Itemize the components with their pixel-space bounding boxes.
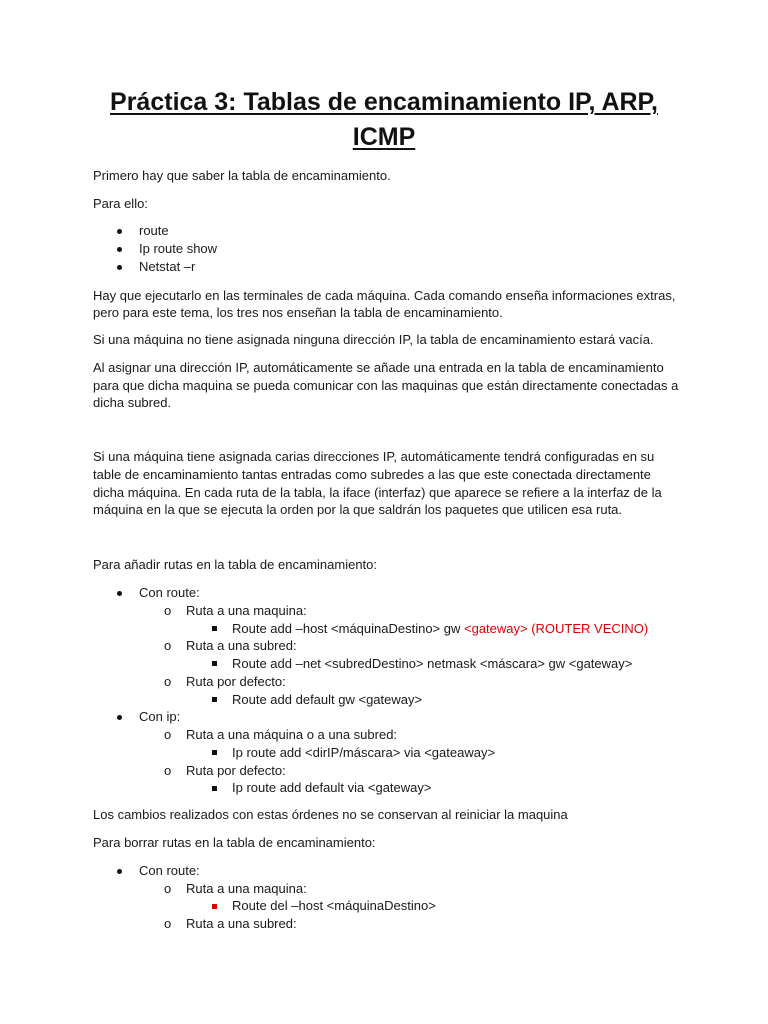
circle-bullet-icon: o	[164, 727, 172, 742]
paragraph-line: para que dicha maquina se pueda comunicar con las maquinas que están directamente conectadas a	[93, 378, 679, 393]
paragraph-line: Para borrar rutas en la tabla de encaminamiento:	[93, 835, 376, 850]
list-item: Route del –host <máquinaDestino>	[232, 898, 436, 913]
circle-bullet-icon: o	[164, 916, 172, 931]
bullet-icon	[117, 715, 122, 720]
list-item	[232, 620, 648, 638]
square-bullet-icon	[212, 626, 217, 631]
list-item: Netstat –r	[139, 259, 196, 274]
list-item: Ip route add default via <gateway>	[232, 780, 432, 795]
bullet-icon	[117, 265, 122, 270]
page-title: Práctica 3: Tablas de encaminamiento IP, ARP,	[110, 88, 658, 116]
bullet-icon	[117, 869, 122, 874]
highlight-text: <gateway> (ROUTER VECINO)	[464, 621, 649, 636]
list-item: Ruta a una subred:	[186, 916, 297, 931]
paragraph-line: Para añadir rutas en la tabla de encaminamiento:	[93, 557, 378, 572]
list-item: Con route:	[139, 863, 200, 878]
paragraph-line: Si una máquina tiene asignada carias direcciones IP, automáticamente tendrá configuradas en su	[93, 449, 655, 464]
list-item: Route add –net <subredDestino> netmask <máscara> gw <gateway>	[232, 656, 633, 671]
paragraph-line: Si una máquina no tiene asignada ninguna dirección IP, la tabla de encaminamiento estará vacía.	[93, 332, 654, 347]
circle-bullet-icon: o	[164, 674, 172, 689]
list-item: Con route:	[139, 585, 200, 600]
square-bullet-icon	[212, 904, 217, 909]
list-item: Ruta a una maquina:	[186, 603, 307, 618]
paragraph-line: máquina en la que se ejecuta la orden por la que saldrán los paquetes que utilicen esa ruta.	[93, 502, 623, 517]
square-bullet-icon	[212, 697, 217, 702]
list-item: route	[139, 223, 169, 238]
paragraph-line: table de encaminamiento tantas entradas como subredes a las que este conectada directamente	[93, 467, 651, 482]
bullet-icon	[117, 247, 122, 252]
list-item: Ruta a una máquina o a una subred:	[186, 727, 398, 742]
list-item: Ruta por defecto:	[186, 763, 286, 778]
circle-bullet-icon: o	[164, 881, 172, 896]
paragraph-intro: Primero hay que saber la tabla de encaminamiento.	[93, 168, 391, 183]
command-text: Route add –host <máquinaDestino> gw	[232, 621, 464, 636]
paragraph-para-ello: Para ello:	[93, 196, 148, 211]
paragraph-line: pero para este tema, los tres nos enseñan la tabla de encaminamiento.	[93, 305, 503, 320]
paragraph-line: dicha máquina. En cada ruta de la tabla, la iface (interfaz) que aparece se refiere a la interfaz de la	[93, 485, 662, 500]
paragraph-line: dicha subred.	[93, 395, 172, 410]
circle-bullet-icon: o	[164, 603, 172, 618]
paragraph-line: Los cambios realizados con estas órdenes no se conservan al reiniciar la maquina	[93, 807, 568, 822]
list-item: Ip route show	[139, 241, 218, 256]
bullet-icon	[117, 229, 122, 234]
list-item: Ruta a una maquina:	[186, 881, 307, 896]
bullet-icon	[117, 591, 122, 596]
circle-bullet-icon: o	[164, 763, 172, 778]
list-item: Ip route add <dirIP/máscara> via <gateaway>	[232, 745, 496, 760]
square-bullet-icon	[212, 786, 217, 791]
list-item: Ruta a una subred:	[186, 638, 297, 653]
page-title-continued: ICMP	[352, 123, 416, 151]
circle-bullet-icon: o	[164, 638, 172, 653]
list-item: Con ip:	[139, 709, 181, 724]
paragraph-line: Al asignar una dirección IP, automáticamente se añade una entrada en la tabla de encaminamiento	[93, 360, 664, 375]
list-item: Ruta por defecto:	[186, 674, 286, 689]
square-bullet-icon	[212, 750, 217, 755]
square-bullet-icon	[212, 661, 217, 666]
list-item: Route add default gw <gateway>	[232, 692, 423, 707]
paragraph-line: Hay que ejecutarlo en las terminales de cada máquina. Cada comando enseña informaciones extras,	[93, 288, 676, 303]
